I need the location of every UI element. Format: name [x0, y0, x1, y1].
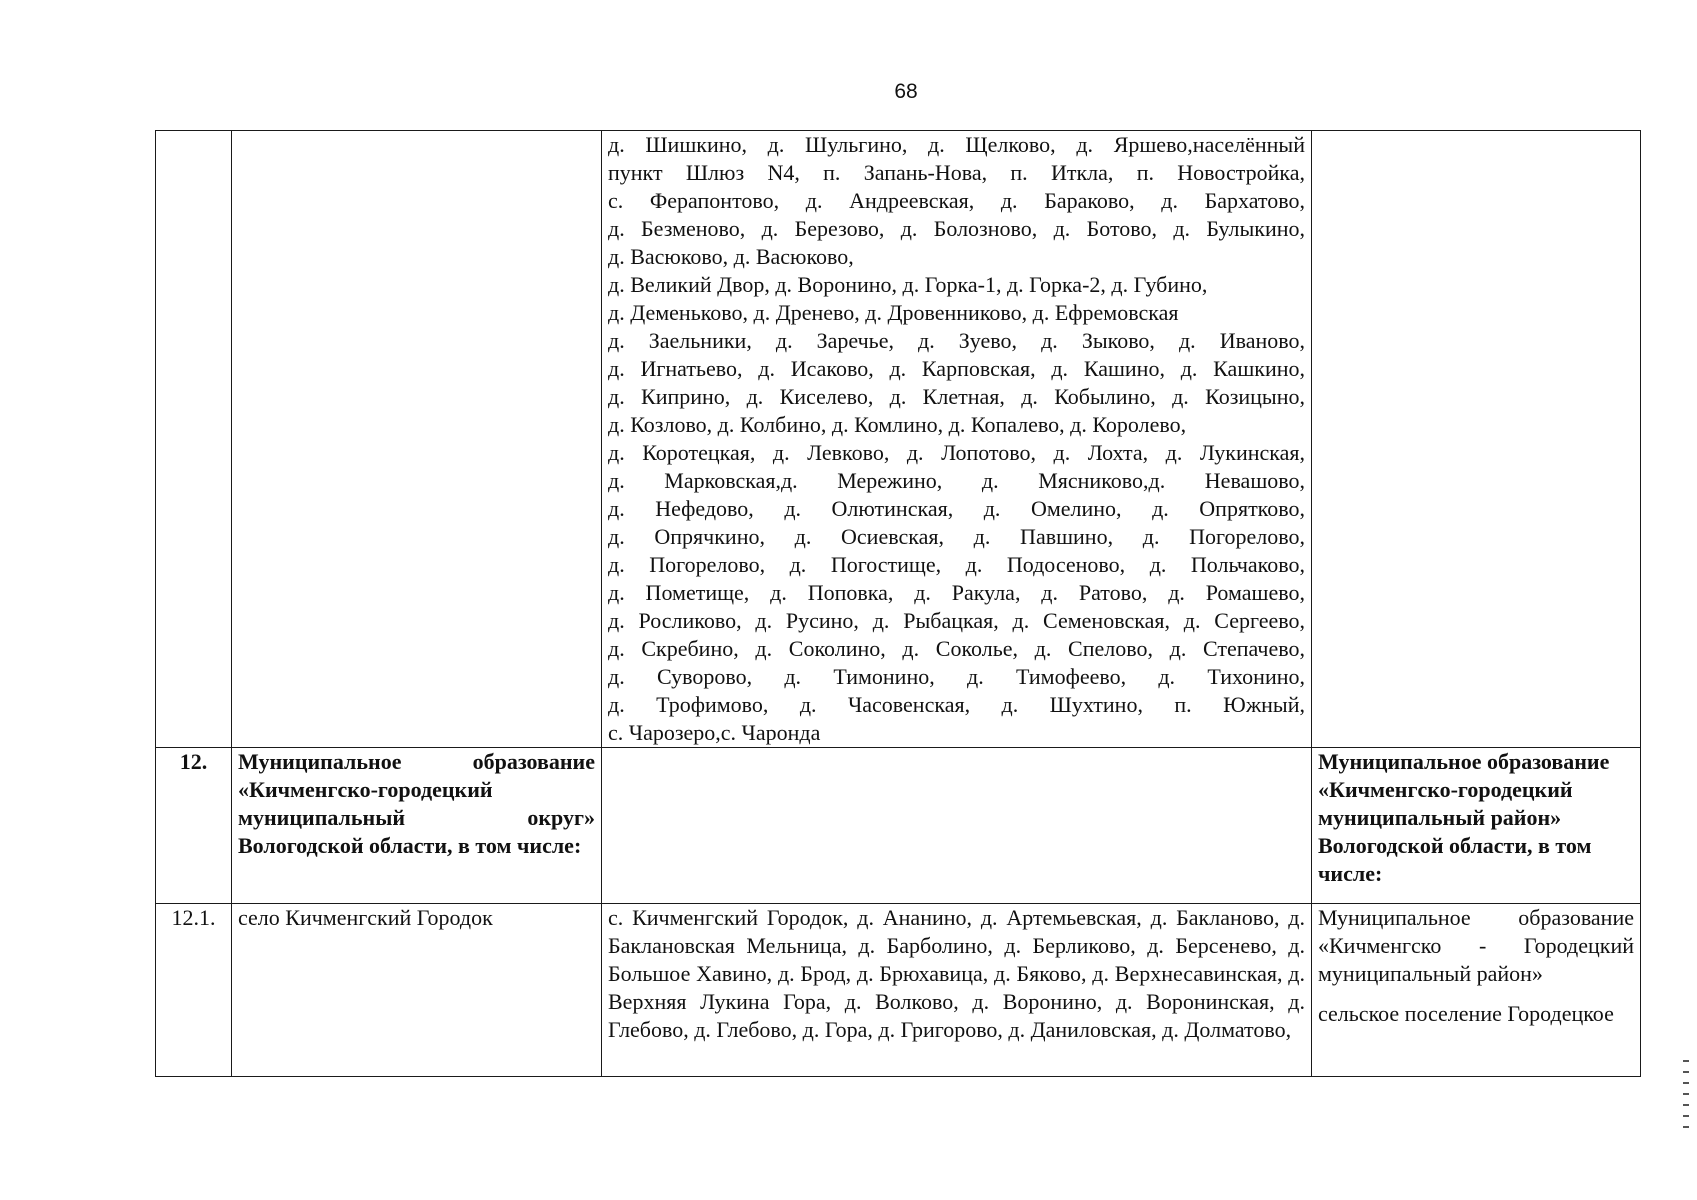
row-number-cell: 12. — [156, 748, 232, 904]
localities-line: д. Опрячкино, д. Осиевская, д. Павшино, д. Погорелово, — [608, 524, 1305, 549]
municipality-name-cell: село Кичменгский Городок — [232, 904, 602, 1077]
former-municipality-cell — [1312, 131, 1641, 748]
localities-line: д. Васюково, д. Васюково, — [608, 244, 854, 269]
localities-line: д. Шишкино, д. Шульгино, д. Щелково, д. Яршево,населённый — [608, 132, 1305, 157]
localities-cell — [602, 131, 1312, 748]
former-municipality-cell: Муниципальное образование «Кичменгско-городецкий муниципальный район» Вологодской области, в том числе: — [1312, 748, 1641, 904]
scan-edge-marks — [1683, 1060, 1689, 1180]
municipality-name-cell — [232, 131, 602, 748]
localities-line: д. Росликово, д. Русино, д. Рыбацкая, д. Семеновская, д. Сергеево, — [608, 608, 1305, 633]
localities-line: д. Козлово, д. Колбино, д. Комлино, д. Копалево, д. Королево, — [608, 412, 1187, 437]
localities-line: д. Игнатьево, д. Исаково, д. Карповская, д. Кашино, д. Кашкино, — [608, 356, 1305, 381]
localities-line: д. Безменово, д. Березово, д. Болозново, д. Ботово, д. Булыкино, — [608, 216, 1305, 241]
localities-line: д. Суворово, д. Тимонино, д. Тимофеево, д. Тихонино, — [608, 664, 1305, 689]
table-row-12-1 — [156, 904, 1641, 1077]
municipality-name-cell: Муниципальное образование «Кичменгско-городецкий муниципальный округ» Вологодской области, в том числе: — [232, 748, 602, 904]
row-number-cell — [156, 131, 232, 748]
former-settlement-name: сельское поселение Городецкое — [1318, 1001, 1614, 1026]
former-municipality-cell — [1312, 904, 1641, 1077]
localities-line: д. Нефедово, д. Олютинская, д. Омелино, д. Опрятково, — [608, 496, 1305, 521]
localities-line: д. Великий Двор, д. Воронино, д. Горка-1, д. Горка-2, д. Губино, — [608, 272, 1208, 297]
localities-line: д. Скребино, д. Соколино, д. Соколье, д. Спелово, д. Степачево, — [608, 636, 1305, 661]
localities-cell: с. Кичменгский Городок, д. Ананино, д. Артемьевская, д. Бакланово, д. Баклановская Мельница, д. Барболино, д. Берликово, д. Берсенево, д. Большое Хавино, д. Брод, д. Брюхавица, д. Бяково, д. Верхнесавинская, д. Верхняя Лукина Гора, д. Волково, д. Воронино, д. Воронинская, д. Глебово, д. Глебово, д. Гора, д. Григорово, д. Даниловская, д. Долматово, — [602, 904, 1312, 1077]
localities-line: д. Заельники, д. Заречье, д. Зуево, д. Зыково, д. Иваново, — [608, 328, 1305, 353]
localities-line: д. Коротецкая, д. Левково, д. Лопотово, д. Лохта, д. Лукинская, — [608, 440, 1305, 465]
localities-line: д. Пометище, д. Поповка, д. Ракула, д. Ратово, д. Ромашево, — [608, 580, 1305, 605]
page-number: 68 — [894, 80, 918, 103]
localities-line: д. Погорелово, д. Погостище, д. Подосеново, д. Польчаково, — [608, 552, 1305, 577]
localities-cell — [602, 748, 1312, 904]
former-municipality-name: Муниципальное образование «Кичменгско - Городецкий муниципальный район» — [1318, 905, 1634, 986]
localities-line: с. Ферапонтово, д. Андреевская, д. Бараково, д. Бархатово, — [608, 188, 1305, 213]
localities-line: д. Деменьково, д. Дренево, д. Дровенниково, д. Ефремовская — [608, 300, 1179, 325]
localities-line: с. Чарозеро,с. Чаронда — [608, 720, 821, 745]
table-row-12 — [156, 748, 1641, 904]
row-number-cell: 12.1. — [156, 904, 232, 1077]
localities-lines — [608, 131, 1305, 747]
localities-line: д. Марковская,д. Мережино, д. Мясниково,д. Невашово, — [608, 468, 1305, 493]
table-row-continuation — [156, 131, 1641, 748]
localities-line: д. Трофимово, д. Часовенская, д. Шухтино, п. Южный, — [608, 692, 1305, 717]
localities-table — [155, 130, 1641, 1077]
localities-line: д. Киприно, д. Киселево, д. Клетная, д. Кобылино, д. Козицыно, — [608, 384, 1305, 409]
localities-line: пункт Шлюз N4, п. Запань-Нова, п. Иткла, п. Новостройка, — [608, 160, 1305, 185]
